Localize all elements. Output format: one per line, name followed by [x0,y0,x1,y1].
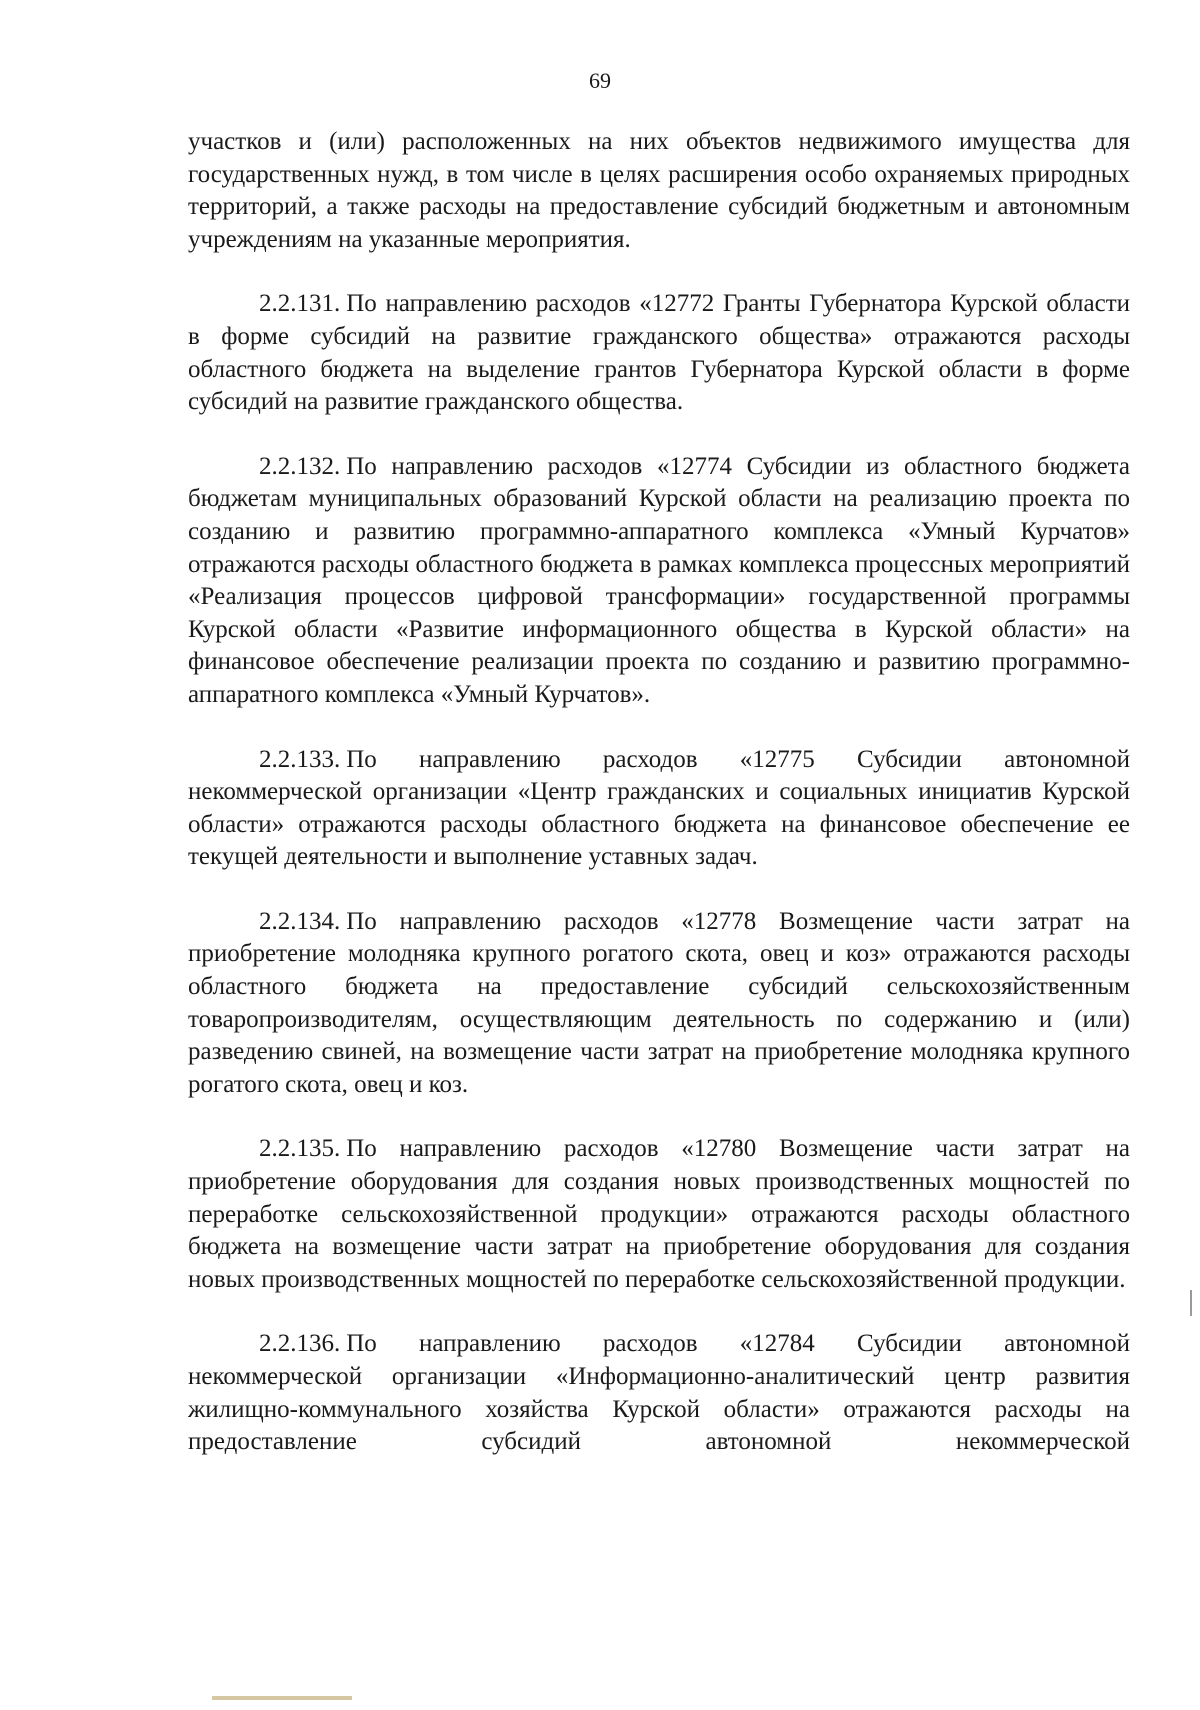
paragraph-number: 2.2.133. [259,745,341,773]
paragraph-continuation [188,126,1130,256]
scan-bottom-mark [212,1696,352,1700]
paragraph-2-2-134 [188,906,1130,1102]
paragraph-text: По направлению расходов «12784 Субсидии автономной некоммерческой организации «Информационно-аналитический центр развития жилищно-коммунального хозяйства Курской области» отражаются расходы на предоставление субсидий автономной некоммерческой [188,1330,1130,1456]
scan-edge-mark [1190,1290,1192,1316]
paragraph-number: 2.2.134. [259,907,341,935]
paragraph-2-2-136 [188,1328,1130,1458]
page-number: 69 [589,68,611,93]
paragraph-2-2-133 [188,744,1130,874]
document-body [188,126,1130,1491]
paragraph-2-2-131 [188,288,1130,418]
paragraph-number: 2.2.136. [259,1330,341,1358]
paragraph-text: По направлению расходов «12774 Субсидии из областного бюджета бюджетам муниципальных образований Курской области на реализацию проекта по созданию и развитию программно-аппаратного комплекса «Умный Курчатов» отражаются расходы областного бюджета в рамках комплекса процессных мероприятий «Реализация процессов цифровой трансформации» государственной программы Курской области «Развитие информационного общества в Курской области» на финансовое обеспечение реализации проекта по созданию и развитию программно-аппаратного комплекса «Умный Курчатов». [188,452,1130,708]
paragraph-text: По направлению расходов «12780 Возмещение части затрат на приобретение оборудования для создания новых производственных мощностей по переработке сельскохозяйственной продукции» отражаются расходы областного бюджета на возмещение части затрат на приобретение оборудования для создания новых производственных мощностей по переработке сельскохозяйственной продукции. [188,1135,1130,1293]
paragraph-text: участков и (или) расположенных на них объектов недвижимого имущества для государственных нужд, в том числе в целях расширения особо охраняемых природных территорий, а также расходы на предоставление субсидий бюджетным и автономным учреждениям на указанные мероприятия. [188,128,1130,253]
paragraph-2-2-132 [188,451,1130,712]
paragraph-text: По направлению расходов «12775 Субсидии автономной некоммерческой организации «Центр гражданских и социальных инициатив Курской области» отражаются расходы областного бюджета на финансовое обеспечение ее текущей деятельности и выполнение уставных задач. [188,745,1130,871]
paragraph-number: 2.2.131. [259,290,341,318]
paragraph-2-2-135 [188,1133,1130,1296]
paragraph-text: По направлению расходов «12778 Возмещение части затрат на приобретение молодняка крупного рогатого скота, овец и коз» отражаются расходы областного бюджета на предоставление субсидий сельскохозяйственным товаропроизводителям, осуществляющим деятельность по содержанию и (или) разведению свиней, на возмещение части затрат на приобретение молодняка крупного рогатого скота, овец и коз. [188,907,1130,1098]
paragraph-text: По направлению расходов «12772 Гранты Губернатора Курской области в форме субсидий на развитие гражданского общества» отражаются расходы областного бюджета на выделение грантов Губернатора Курской области в форме субсидий на развитие гражданского общества. [188,290,1130,416]
paragraph-number: 2.2.132. [259,452,341,480]
paragraph-number: 2.2.135. [259,1135,341,1163]
